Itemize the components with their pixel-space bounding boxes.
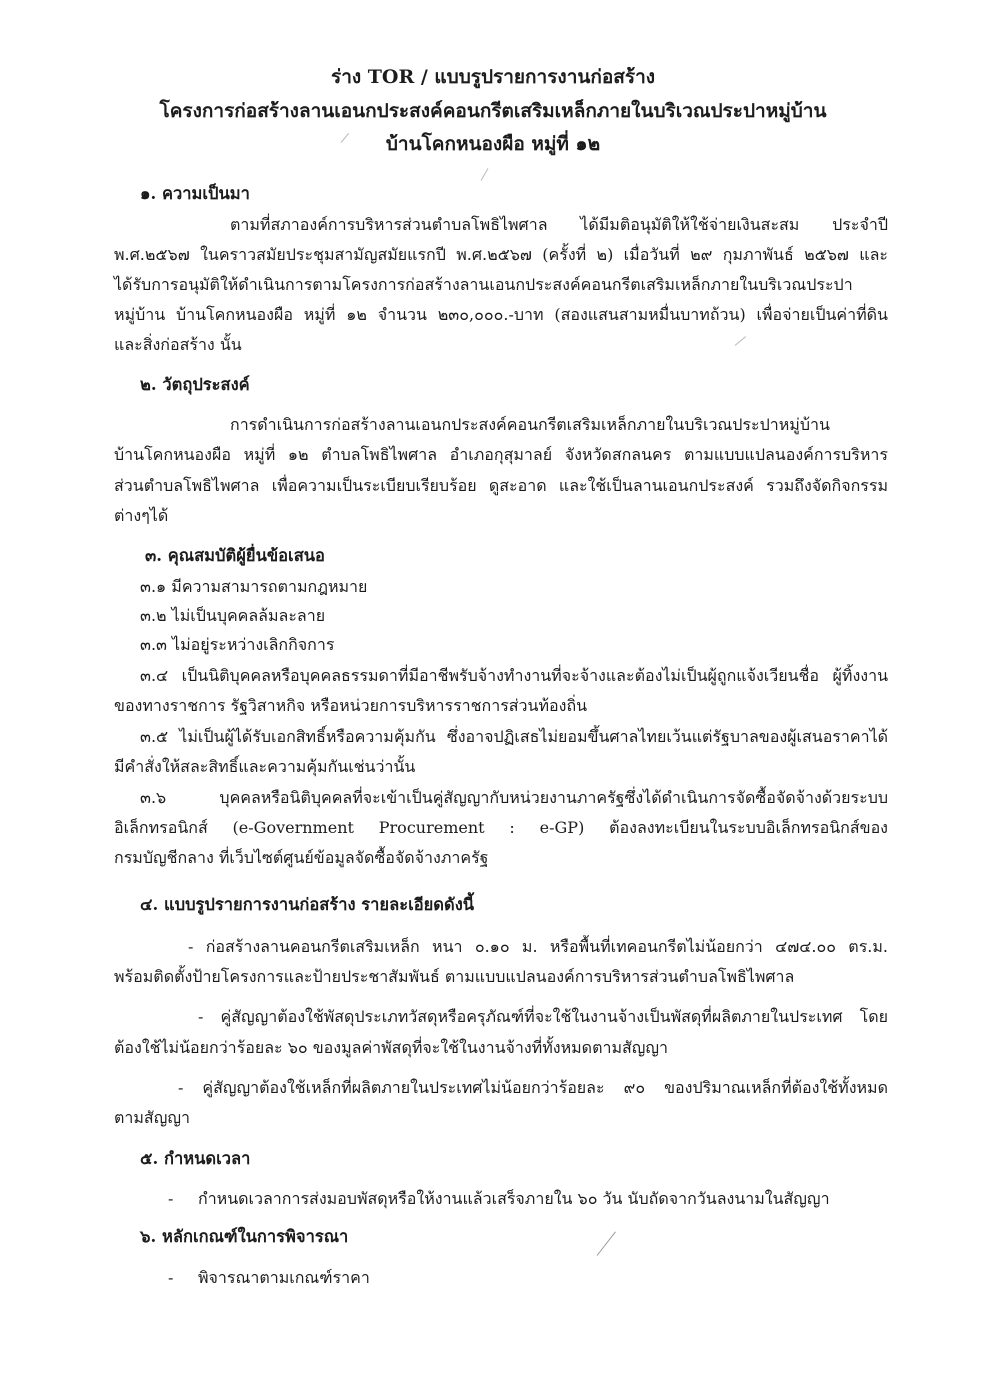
section-2-heading: ๒. วัตถุประสงค์ (140, 375, 250, 394)
criteria-item: พิจารณาตามเกณฑ์ราคา (198, 1268, 370, 1287)
doc-title-line-3: บ้านโคกหนองผือ หมู่ที่ ๑๒ (385, 133, 601, 155)
section-6-heading: ๖. หลักเกณฑ์ในการพิจารณา (140, 1227, 349, 1246)
qualification-item-cont: อิเล็กทรอนิกส์ (e-Government Procurement : e-GP) ต้องลงทะเบียนในระบบอิเล็กทรอนิกส์ของ (114, 818, 888, 837)
qualification-item: ๓.๕ ไม่เป็นผู้ได้รับเอกสิทธิ์หรือความคุ้มกัน ซึ่งอาจปฏิเสธไม่ยอมขึ้นศาลไทยเว้นแต่รัฐบาลของผู้เสนอราคาได้ (140, 727, 888, 746)
qualification-item-cont: ของทางราชการ รัฐวิสาหกิจ หรือหน่วยการบริหารราชการส่วนท้องถิ่น (114, 696, 588, 715)
construction-item-cont: ต้องใช้ไม่น้อยกว่าร้อยละ ๖๐ ของมูลค่าพัสดุที่จะใช้ในงานจ้างที่ทั้งหมดตามสัญญา (114, 1038, 668, 1057)
doc-title-line-2: โครงการก่อสร้างลานเอนกประสงค์คอนกรีตเสริมเหล็กภายในบริเวณประปาหมู่บ้าน (159, 100, 827, 122)
bullet-dash: - (168, 1189, 174, 1208)
bullet-dash: - (168, 1268, 174, 1287)
doc-title-line-1: ร่าง TOR / แบบรูปรายการงานก่อสร้าง (330, 66, 656, 88)
scan-mark (481, 168, 489, 181)
section-1-line: ตามที่สภาองค์การบริหารส่วนตำบลโพธิไพศาล ได้มีมติอนุมัติให้ใช้จ่ายเงินสะสม ประจำปี (230, 215, 888, 234)
scan-mark (735, 336, 746, 346)
section-1-line: พ.ศ.๒๕๖๗ ในคราวสมัยประชุมสามัญสมัยแรกปี พ.ศ.๒๕๖๗ (ครั้งที่ ๒) เมื่อวันที่ ๒๙ กุมภาพันธ์ ๒๕๖๗ และ (114, 245, 888, 264)
qualification-item: ๓.๔ เป็นนิติบุคคลหรือบุคคลธรรมดาที่มีอาชีพรับจ้างทำงานที่จะจ้างและต้องไม่เป็นผู้ถูกแจ้งเวียนชื่อ ผู้ทิ้งงาน (140, 666, 888, 685)
pen-mark (597, 1232, 616, 1256)
section-2-line: ต่างๆได้ (114, 506, 169, 525)
construction-item: - คู่สัญญาต้องใช้เหล็กที่ผลิตภายในประเทศไม่น้อยกว่าร้อยละ ๙๐ ของปริมาณเหล็กที่ต้องใช้ทั้งหมด (178, 1078, 888, 1097)
section-5-heading: ๕. กำหนดเวลา (140, 1149, 251, 1168)
section-4-heading: ๔. แบบรูปรายการงานก่อสร้าง รายละเอียดดังนี้ (140, 895, 475, 914)
construction-item-cont: ตามสัญญา (114, 1108, 190, 1127)
section-1-line: และสิ่งก่อสร้าง นั้น (114, 335, 242, 354)
qualification-item: ๓.๓ ไม่อยู่ระหว่างเลิกกิจการ (140, 635, 335, 654)
qualification-item: ๓.๖ บุคคลหรือนิติบุคคลที่จะเข้าเป็นคู่สัญญากับหน่วยงานภาครัฐซึ่งได้ดำเนินการจัดซื้อจัดจ้างด้วยระบบ (140, 788, 888, 807)
section-1-line: หมู่บ้าน บ้านโคกหนองผือ หมู่ที่ ๑๒ จำนวน ๒๓๐,๐๐๐.-บาท (สองแสนสามหมื่นบาทถ้วน) เพื่อจ่ายเป็นค่าที่ดิน (114, 305, 888, 324)
qualification-item-cont: มีคำสั่งให้สละสิทธิ์และความคุ้มกันเช่นว่านั้น (114, 757, 416, 776)
construction-item-cont: พร้อมติดตั้งป้ายโครงการและป้ายประชาสัมพันธ์ ตามแบบแปลนองค์การบริหารส่วนตำบลโพธิไพศาล (114, 967, 795, 986)
construction-item: - คู่สัญญาต้องใช้พัสดุประเภทวัสดุหรือครุภัณฑ์ที่จะใช้ในงานจ้างเป็นพัสดุที่ผลิตภายในประเทศ โดย (198, 1007, 888, 1026)
qualification-item-cont: กรมบัญชีกลาง ที่เว็บไซต์ศูนย์ข้อมูลจัดซื้อจัดจ้างภาครัฐ (114, 848, 489, 867)
section-2-line: บ้านโคกหนองผือ หมู่ที่ ๑๒ ตำบลโพธิไพศาล อำเภอกุสุมาลย์ จังหวัดสกลนคร ตามแบบแปลนองค์การบริหาร (114, 445, 888, 464)
construction-item: - ก่อสร้างลานคอนกรีตเสริมเหล็ก หนา ๐.๑๐ ม. หรือพื้นที่เทคอนกรีตไม่น้อยกว่า ๔๗๔.๐๐ ตร.ม. (188, 937, 888, 956)
section-2-line: ส่วนตำบลโพธิไพศาล เพื่อความเป็นระเบียบเรียบร้อย ดูสะอาด และใช้เป็นลานเอนกประสงค์ รวมถึงจัดกิจกรรม (114, 476, 888, 495)
qualification-item: ๓.๑ มีความสามารถตามกฎหมาย (140, 577, 368, 596)
section-2-line: การดำเนินการก่อสร้างลานเอนกประสงค์คอนกรีตเสริมเหล็กภายในบริเวณประปาหมู่บ้าน (230, 415, 830, 434)
section-1-heading: ๑. ความเป็นมา (140, 184, 250, 203)
timeline-item: กำหนดเวลาการส่งมอบพัสดุหรือให้งานแล้วเสร็จภายใน ๖๐ วัน นับถัดจากวันลงนามในสัญญา (198, 1189, 830, 1208)
section-1-line: ได้รับการอนุมัติให้ดำเนินการตามโครงการก่อสร้างลานเอนกประสงค์คอนกรีตเสริมเหล็กภายในบริเวณประปา (114, 275, 853, 294)
qualification-item: ๓.๒ ไม่เป็นบุคคลล้มละลาย (140, 606, 326, 625)
section-3-heading: ๓. คุณสมบัติผู้ยื่นข้อเสนอ (145, 546, 325, 565)
